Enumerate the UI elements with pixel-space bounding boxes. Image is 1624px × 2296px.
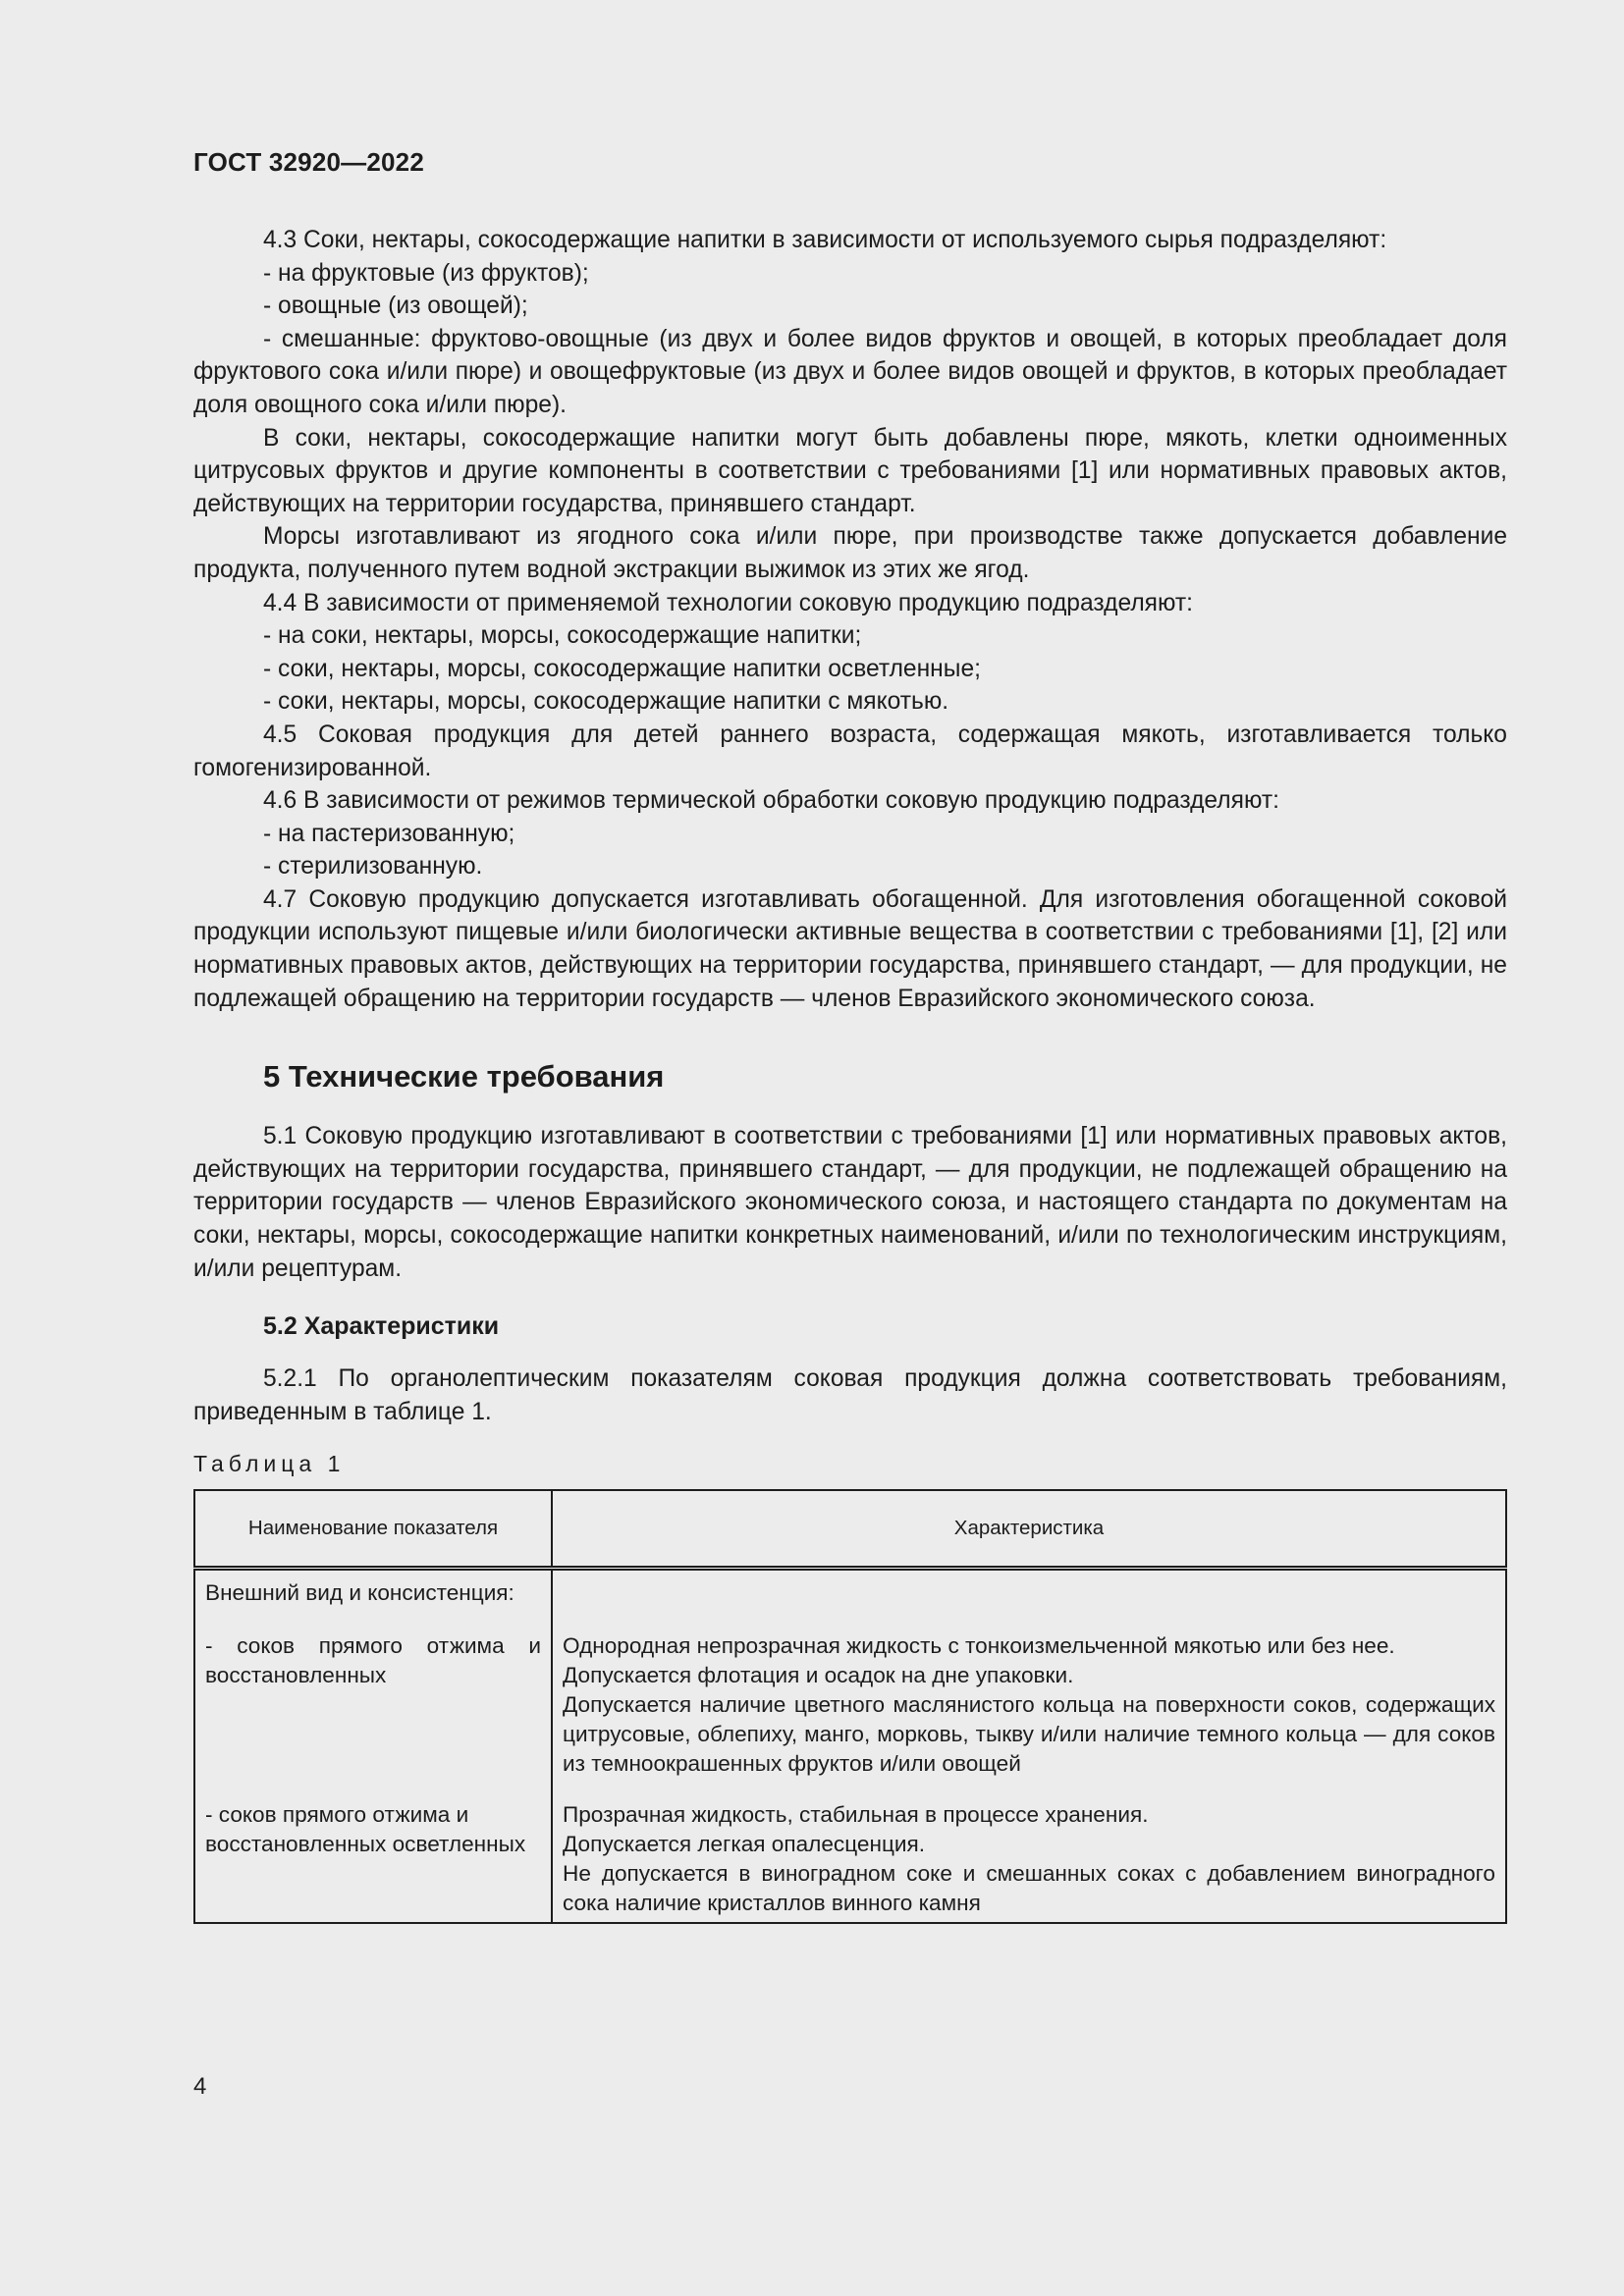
document-id: ГОСТ 32920—2022 [193,147,424,177]
indicator-name: - соков прямого отжима и восстановленных осветленных [194,1779,552,1923]
paragraph: В соки, нектары, сокосодержащие напитки могут быть добавлены пюре, мякоть, клетки одноименных цитрусовых фруктов и другие компоненты в соответствии с требованиями [1] или нормативных правовых актов, действующих на территории государства, принявшего стандарт. [193,424,1507,517]
clause-4-7: 4.7 Соковую продукцию допускается изготавливать обогащенной. Для изготовления обогащенной соковой продукции используют пищевые и/или биологически активные вещества в соответствии с требованиями [1], [2] или нормативных правовых актов, действующих на территории государства, принявшего стандарт, — для продукции, не подлежащей обращению на территории государств — членов Евразийского экономического союза. [193,885,1507,1012]
table-1 [193,1489,1507,1924]
list-item: - соки, нектары, морсы, сокосодержащие напитки с мякотью. [263,688,949,716]
characteristic-line: Допускается наличие цветного маслянистого кольца на поверхности соков, содержащих цитрусовые, облепиху, манго, морковь, тыкву и/или наличие темного кольца — для соков из темноокрашенных фруктов и/или овощей [563,1692,1495,1776]
page-number: 4 [193,2073,207,2100]
clause-4-3: 4.3 Соки, нектары, сокосодержащие напитки в зависимости от используемого сырья подразделяют: [263,227,1387,253]
list-item: - смешанные: фруктово-овощные (из двух и более видов фруктов и овощей, в которых преобладает доля фруктового сока и/или пюре) и овощефруктовые (из двух и более видов овощей и фруктов, в которых преобладает доля овощного сока и/или пюре). [193,325,1507,418]
list-item: - на соки, нектары, морсы, сокосодержащие напитки; [263,622,862,650]
list-item: - овощные (из овощей); [263,293,528,320]
clause-4-5: 4.5 Соковая продукция для детей раннего возраста, содержащая мякоть, изготавливается только гомогенизированной. [193,721,1507,781]
group-label: Внешний вид и консистенция: [194,1569,552,1609]
paragraph: Морсы изготавливают из ягодного сока и/или пюре, при производстве также допускается добавление продукта, полученного путем водной экстракции выжимок из этих же ягод. [193,523,1507,583]
section-title: 5 Технические требования [263,1059,665,1095]
clause-4-6: 4.6 В зависимости от режимов термической обработки соковую продукцию подразделяют: [263,787,1279,815]
table-row [194,1569,1506,1609]
table-row [194,1779,1506,1923]
document-body [193,224,1507,1924]
column-header-indicator: Наименование показателя [194,1490,552,1569]
indicator-name: - соков прямого отжима и восстановленных [194,1608,552,1779]
table-caption: Таблица 1 [193,1451,346,1477]
list-item: - стерилизованную. [263,853,483,881]
characteristic-line: Допускается флотация и осадок на дне упаковки. [563,1663,1074,1687]
clause-5-1: 5.1 Соковую продукцию изготавливают в соответствии с требованиями [1] или нормативных правовых актов, действующих на территории государства, принявшего стандарт, — для продукции, не подлежащей обращению на территории государств — членов Евразийского экономического союза, и настоящего стандарта по документам на соки, нектары, морсы, сокосодержащие напитки конкретных наименований, и/или по технологическим инструкциям, и/или рецептурам. [193,1123,1507,1282]
characteristic-line: Прозрачная жидкость, стабильная в процессе хранения. [563,1802,1149,1827]
subsection-title: 5.2 Характеристики [263,1312,500,1341]
characteristic-cell [552,1779,1506,1923]
characteristic-cell [552,1608,1506,1779]
clause-5-2-1: 5.2.1 По органолептическим показателям соковая продукция должна соответствовать требованиям, приведенным в таблице 1. [193,1365,1507,1425]
clause-4-4: 4.4 В зависимости от применяемой технологии соковую продукцию подразделяют: [263,589,1193,616]
table-row [194,1608,1506,1779]
characteristic-line: Допускается легкая опалесценция. [563,1832,926,1856]
characteristic-line: Однородная непрозрачная жидкость с тонкоизмельченной мякотью или без нее. [563,1633,1395,1658]
list-item: - на пастеризованную; [263,820,515,847]
list-item: - на фруктовые (из фруктов); [263,259,589,287]
list-item: - соки, нектары, морсы, сокосодержащие напитки осветленные; [263,655,981,682]
column-header-characteristic: Характеристика [552,1490,1506,1569]
characteristic-line: Не допускается в виноградном соке и смешанных соках с добавлением виноградного сока наличие кристаллов винного камня [563,1861,1495,1915]
